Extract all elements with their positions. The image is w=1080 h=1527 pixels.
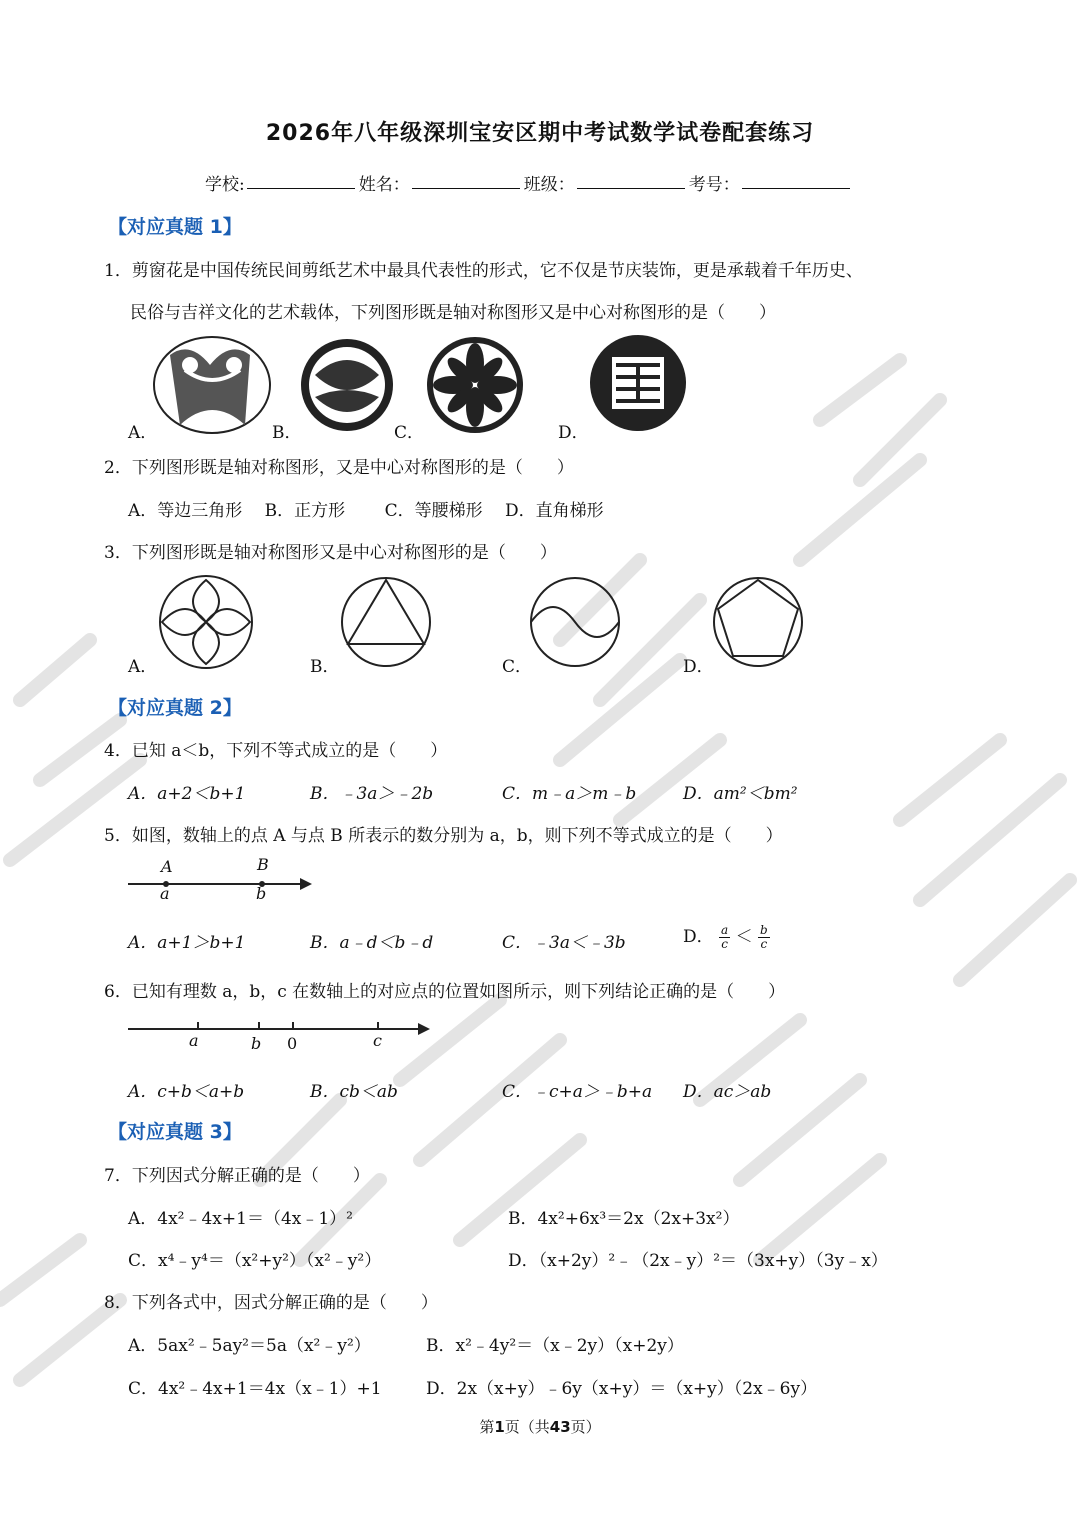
q6-option-d: D．ac＞ab xyxy=(683,1082,772,1102)
footer-suffix: 页） xyxy=(570,1418,601,1436)
q1-figure-a xyxy=(154,337,270,433)
q5-value-b-label: b xyxy=(256,884,267,903)
class-label: 班级： xyxy=(523,175,575,195)
section-2-heading: 【对应真题 2】 xyxy=(108,697,242,719)
q1-stem-line1: 1．剪窗花是中国传统民间剪纸艺术中最具代表性的形式，它不仅是节庆装饰，更是承载着千年历史、 xyxy=(104,261,863,281)
q8-stem: 8．下列各式中，因式分解正确的是（ ） xyxy=(104,1293,438,1313)
q3-figure-b xyxy=(342,578,430,666)
q5-option-a: A．a+1＞b+1 xyxy=(128,933,246,953)
q3-figure-d xyxy=(714,578,802,666)
q5-option-d xyxy=(683,922,770,951)
q8-option-b: B．x²﹣4y²＝（x﹣2y）（x+2y） xyxy=(426,1336,684,1356)
school-label: 学校: xyxy=(205,175,245,195)
page-title: 2026年八年级深圳宝安区期中考试数学试卷配套练习 xyxy=(265,121,815,146)
q7-option-d: D．（x+2y）²﹣（2x﹣y）²＝（3x+y）（3y﹣x） xyxy=(508,1251,888,1271)
total-page-count: 43 xyxy=(549,1418,571,1436)
q5-point-a-label: A xyxy=(161,857,173,876)
q5-fraction-a-over-c: $\frac{a}{c}$ xyxy=(721,923,729,951)
q5-number-line xyxy=(128,855,328,910)
q1-stem-line2: 民俗与吉祥文化的艺术载体，下列图形既是轴对称图形又是中心对称图形的是（ ） xyxy=(130,303,776,323)
q6-point-b-label: b xyxy=(251,1034,262,1053)
footer-middle: 页（共 xyxy=(504,1418,550,1436)
number-blank xyxy=(742,170,850,189)
q5-less-than: ＜ xyxy=(735,927,753,947)
q2-stem: 2．下列图形既是轴对称图形，又是中心对称图形的是（ ） xyxy=(104,458,574,478)
q4-stem: 4．已知 a＜b，下列不等式成立的是（ ） xyxy=(104,741,448,761)
student-info-row xyxy=(205,170,854,195)
number-label: 考号： xyxy=(688,175,740,195)
q3-figure-c xyxy=(531,578,619,666)
q3-stem: 3．下列图形既是轴对称图形又是中心对称图形的是（ ） xyxy=(104,543,557,563)
q7-option-c: C．x⁴﹣y⁴＝（x²+y²）（x²﹣y²） xyxy=(128,1251,382,1271)
q5-option-d-label: D． xyxy=(683,927,714,947)
q4-option-c: C．m﹣a＞m﹣b xyxy=(502,784,637,804)
q5-point-b-label: B xyxy=(257,855,269,874)
q4-option-d: D．am²＜bm² xyxy=(683,784,798,804)
q7-option-a: A．4x²﹣4x+1＝（4x﹣1）² xyxy=(128,1209,353,1229)
q6-point-c-label: c xyxy=(373,1031,382,1050)
q5-fraction-b-over-c: $\frac{b}{c}$ xyxy=(760,923,768,951)
q5-stem: 5．如图，数轴上的点 A 与点 B 所表示的数分别为 a，b，则下列不等式成立的是（ ） xyxy=(104,826,783,846)
q1-option-b: B． xyxy=(272,423,302,443)
q6-origin-label: 0 xyxy=(287,1034,298,1053)
q3-option-c: C． xyxy=(502,657,533,677)
q1-option-c: C． xyxy=(394,423,425,443)
q4-option-a: A．a+2＜b+1 xyxy=(128,784,246,804)
q6-point-a-label: a xyxy=(189,1031,199,1050)
q1-paper-cut-figures xyxy=(150,335,710,435)
name-label: 姓名： xyxy=(358,175,410,195)
q1-option-d: D． xyxy=(558,423,589,443)
current-page-number: 1 xyxy=(494,1418,505,1436)
q6-stem: 6．已知有理数 a，b，c 在数轴上的对应点的位置如图所示，则下列结论正确的是（ ） xyxy=(104,982,786,1002)
q4-option-b: B．﹣3a＞﹣2b xyxy=(310,784,434,804)
q5-option-c: C．﹣3a＜﹣3b xyxy=(502,933,626,953)
q8-option-c: C．4x²﹣4x+1＝4x（x﹣1）+1 xyxy=(128,1379,382,1399)
q3-option-d: D． xyxy=(683,657,714,677)
q7-option-b: B．4x²+6x³＝2x（2x+3x²） xyxy=(508,1209,740,1229)
q7-stem: 7．下列因式分解正确的是（ ） xyxy=(104,1166,370,1186)
q3-option-b: B． xyxy=(310,657,340,677)
page-footer xyxy=(0,1416,1080,1437)
q3-option-a: A． xyxy=(128,657,158,677)
footer-prefix: 第 xyxy=(479,1418,495,1436)
q6-option-a: A．c+b＜a+b xyxy=(128,1082,245,1102)
q8-option-a: A．5ax²﹣5ay²＝5a（x²﹣y²） xyxy=(128,1336,371,1356)
section-1-heading: 【对应真题 1】 xyxy=(108,216,242,238)
q1-figure-d xyxy=(590,335,686,431)
q6-option-b: B．cb＜ab xyxy=(310,1082,398,1102)
q5-value-a-label: a xyxy=(160,884,170,903)
class-blank xyxy=(577,170,685,189)
section-3-heading: 【对应真题 3】 xyxy=(108,1121,242,1143)
q6-option-c: C．﹣c+a＞﹣b+a xyxy=(502,1082,653,1102)
q1-option-a: A． xyxy=(128,423,158,443)
q5-option-b: B．a﹣d＜b﹣d xyxy=(310,933,434,953)
q3-figure-a xyxy=(160,576,252,668)
school-blank xyxy=(247,170,355,189)
q1-figure-c xyxy=(427,337,523,433)
q2-options: A．等边三角形 B．正方形 C．等腰梯形 D．直角梯形 xyxy=(128,501,604,521)
q8-option-d: D．2x（x+y）﹣6y（x+y）＝（x+y）（2x﹣6y） xyxy=(426,1379,818,1399)
q6-number-line xyxy=(128,1018,438,1048)
name-blank xyxy=(412,170,520,189)
q1-figure-b xyxy=(301,339,393,431)
